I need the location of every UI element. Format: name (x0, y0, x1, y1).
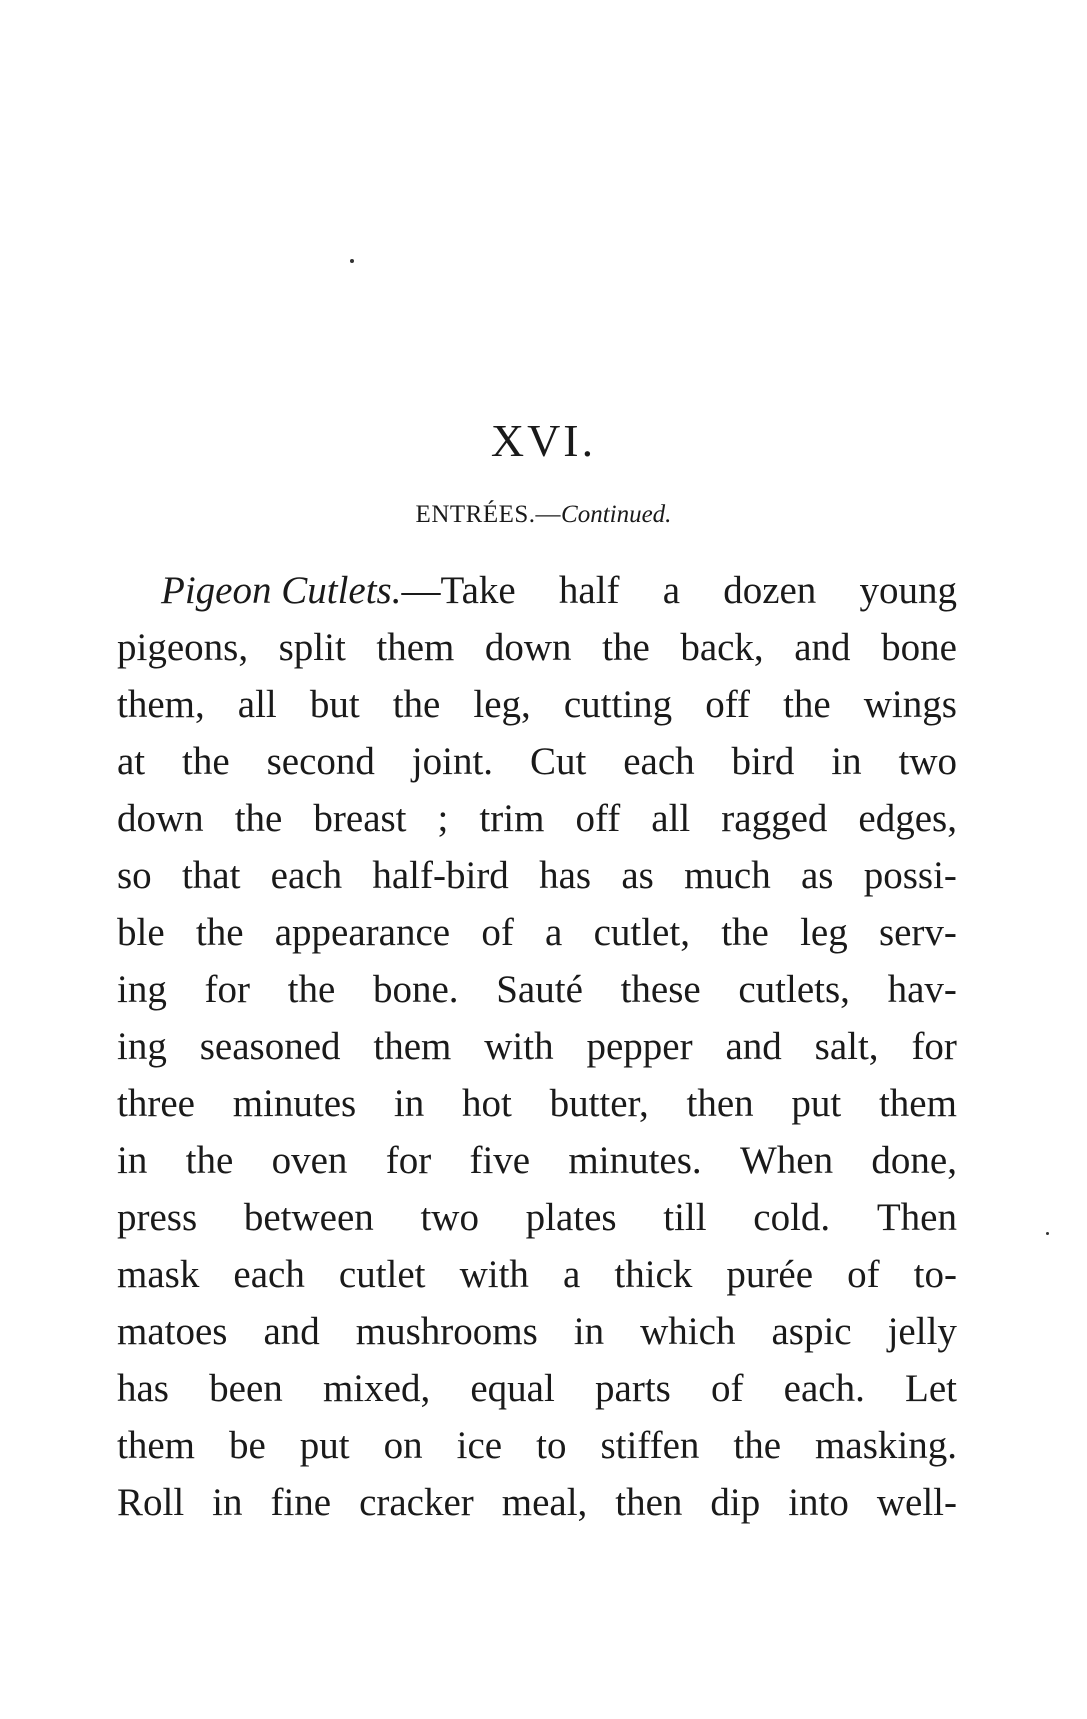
word: ragged (721, 797, 828, 840)
text-line (117, 1018, 957, 1075)
text-line (117, 961, 957, 1018)
word: and (725, 1025, 782, 1068)
word: to (536, 1424, 567, 1467)
word: dip (710, 1481, 761, 1524)
word: but (309, 683, 360, 726)
word: has (117, 1367, 169, 1410)
word: leg, (473, 683, 531, 726)
text-line (117, 733, 957, 790)
word: Then (876, 1196, 957, 1239)
word: ing (117, 968, 167, 1011)
word: cutlets, (738, 968, 850, 1011)
text-line (117, 676, 957, 733)
word: the (602, 626, 650, 669)
word: all (651, 797, 691, 840)
word: a (662, 569, 681, 612)
word: them (376, 626, 455, 669)
word: bone (881, 626, 957, 669)
word: seasoned (199, 1025, 341, 1068)
word: breast (313, 797, 407, 840)
word: well- (876, 1481, 957, 1524)
word: masking. (815, 1424, 957, 1467)
word: as (800, 854, 834, 897)
word: minutes (232, 1082, 357, 1125)
word: been (209, 1367, 283, 1410)
word: them (878, 1082, 957, 1125)
section-title: ENTRÉES. (415, 501, 536, 528)
word: jelly (887, 1310, 957, 1353)
word: ; (437, 797, 449, 840)
word: two (420, 1196, 479, 1239)
word: mixed, (322, 1367, 431, 1410)
word: edges, (858, 797, 957, 840)
word: minutes. (568, 1139, 702, 1182)
word: so (117, 854, 152, 897)
word: the (234, 797, 283, 840)
word: on (383, 1424, 423, 1467)
word: a (545, 911, 563, 954)
word: half (558, 569, 620, 612)
word: dozen (723, 569, 817, 612)
word: stiffen (600, 1424, 700, 1467)
word: press (117, 1196, 198, 1239)
word: with (459, 1253, 529, 1296)
word: them (117, 1424, 195, 1467)
text-line (117, 1303, 957, 1360)
word: —Take (401, 569, 516, 612)
word: appearance (274, 911, 451, 954)
word: fine (270, 1481, 332, 1524)
word: them, (117, 683, 205, 726)
section-dash: — (535, 501, 562, 528)
word: Roll (117, 1481, 185, 1524)
print-speck (350, 259, 354, 263)
word: between (243, 1196, 374, 1239)
word: back, (680, 626, 764, 669)
word: each (233, 1253, 305, 1296)
word: in (831, 740, 862, 783)
word: oven (271, 1139, 348, 1182)
print-speck (1046, 1232, 1049, 1235)
word: till (663, 1196, 707, 1239)
recipe-body (117, 562, 957, 1531)
word: aspic (771, 1310, 852, 1353)
word: put (299, 1424, 350, 1467)
word: with (484, 1025, 554, 1068)
word: in (573, 1310, 605, 1353)
word: five (469, 1139, 531, 1182)
word: split (278, 626, 346, 669)
word: each (270, 854, 343, 897)
word: ing (117, 1025, 167, 1068)
word: of (847, 1253, 880, 1296)
word: off (705, 683, 751, 726)
word: leg (800, 911, 848, 954)
word: at (117, 740, 146, 783)
word: matoes (117, 1310, 228, 1353)
word: as (621, 854, 654, 897)
text-line (117, 1360, 957, 1417)
word: all (237, 683, 277, 726)
word: hav- (887, 968, 957, 1011)
word: that (181, 854, 241, 897)
word: plates (525, 1196, 617, 1239)
text-line (117, 790, 957, 847)
word: the (195, 911, 244, 954)
text-line (117, 1474, 957, 1531)
word: Let (905, 1367, 957, 1410)
word: in (212, 1481, 243, 1524)
word: each (623, 740, 695, 783)
recipe-title: Pigeon Cutlets.—Take (161, 562, 516, 619)
word: possi- (863, 854, 957, 897)
word: down (117, 797, 204, 840)
text-line (117, 847, 957, 904)
word: young (859, 569, 957, 612)
word: be (228, 1424, 266, 1467)
word: which (640, 1310, 736, 1353)
word: purée (726, 1253, 814, 1296)
word: cutlet (338, 1253, 426, 1296)
word: equal (470, 1367, 555, 1410)
word: bird (731, 740, 795, 783)
word: second (266, 740, 375, 783)
word: ice (456, 1424, 503, 1467)
word: thick (614, 1253, 693, 1296)
word: joint. (411, 740, 494, 783)
word: the (733, 1424, 782, 1467)
word: for (911, 1025, 957, 1068)
word: then (686, 1082, 754, 1125)
word: in (117, 1139, 148, 1182)
word: has (539, 854, 592, 897)
text-line (117, 1075, 957, 1132)
word: the (721, 911, 769, 954)
word: much (684, 854, 771, 897)
word: done, (871, 1139, 957, 1182)
word: a (563, 1253, 581, 1296)
word: Sauté (496, 968, 583, 1011)
word: half-bird (372, 854, 509, 897)
word: these (620, 968, 701, 1011)
word: pigeons, (117, 626, 249, 669)
text-line (117, 1417, 957, 1474)
word: each. (783, 1367, 865, 1410)
word: hot (462, 1082, 512, 1125)
word: wings (863, 683, 957, 726)
word: parts (595, 1367, 671, 1410)
word: then (615, 1481, 683, 1524)
word: to- (913, 1253, 957, 1296)
word: into (788, 1481, 849, 1524)
word: and (794, 626, 851, 669)
word: bone. (373, 968, 459, 1011)
word: two (898, 740, 957, 783)
word: the (287, 968, 336, 1011)
word: the (182, 740, 230, 783)
word: the (392, 683, 441, 726)
word: pepper (586, 1025, 693, 1068)
word: and (263, 1310, 320, 1353)
word: of (481, 911, 514, 954)
chapter-number: XVI. (490, 415, 597, 466)
section-continued: Continued. (561, 501, 672, 528)
word: When (739, 1139, 834, 1182)
word: in (393, 1082, 425, 1125)
word: the (783, 683, 831, 726)
word: ble (117, 911, 165, 954)
text-line (117, 562, 957, 619)
text-line (117, 1189, 957, 1246)
word: mask (117, 1253, 200, 1296)
word: the (185, 1139, 234, 1182)
word: cutting (563, 683, 673, 726)
text-line (117, 1132, 957, 1189)
word: cold. (753, 1196, 831, 1239)
word: Cut (529, 740, 587, 783)
word: down (484, 626, 572, 669)
text-line (117, 1246, 957, 1303)
text-line (117, 904, 957, 961)
word: cutlet, (593, 911, 690, 954)
word: butter, (549, 1082, 649, 1125)
word: cracker (359, 1481, 474, 1524)
word: them (373, 1025, 452, 1068)
text-line (117, 619, 957, 676)
word: off (575, 797, 621, 840)
word: mushrooms (355, 1310, 538, 1353)
word: for (385, 1139, 432, 1182)
word: of (711, 1367, 744, 1410)
word: trim (479, 797, 545, 840)
word: serv- (878, 911, 957, 954)
word: three (117, 1082, 195, 1125)
word: for (204, 968, 250, 1011)
section-heading (0, 502, 1087, 527)
word: meal, (501, 1481, 588, 1524)
word: salt, (814, 1025, 879, 1068)
word: put (791, 1082, 842, 1125)
